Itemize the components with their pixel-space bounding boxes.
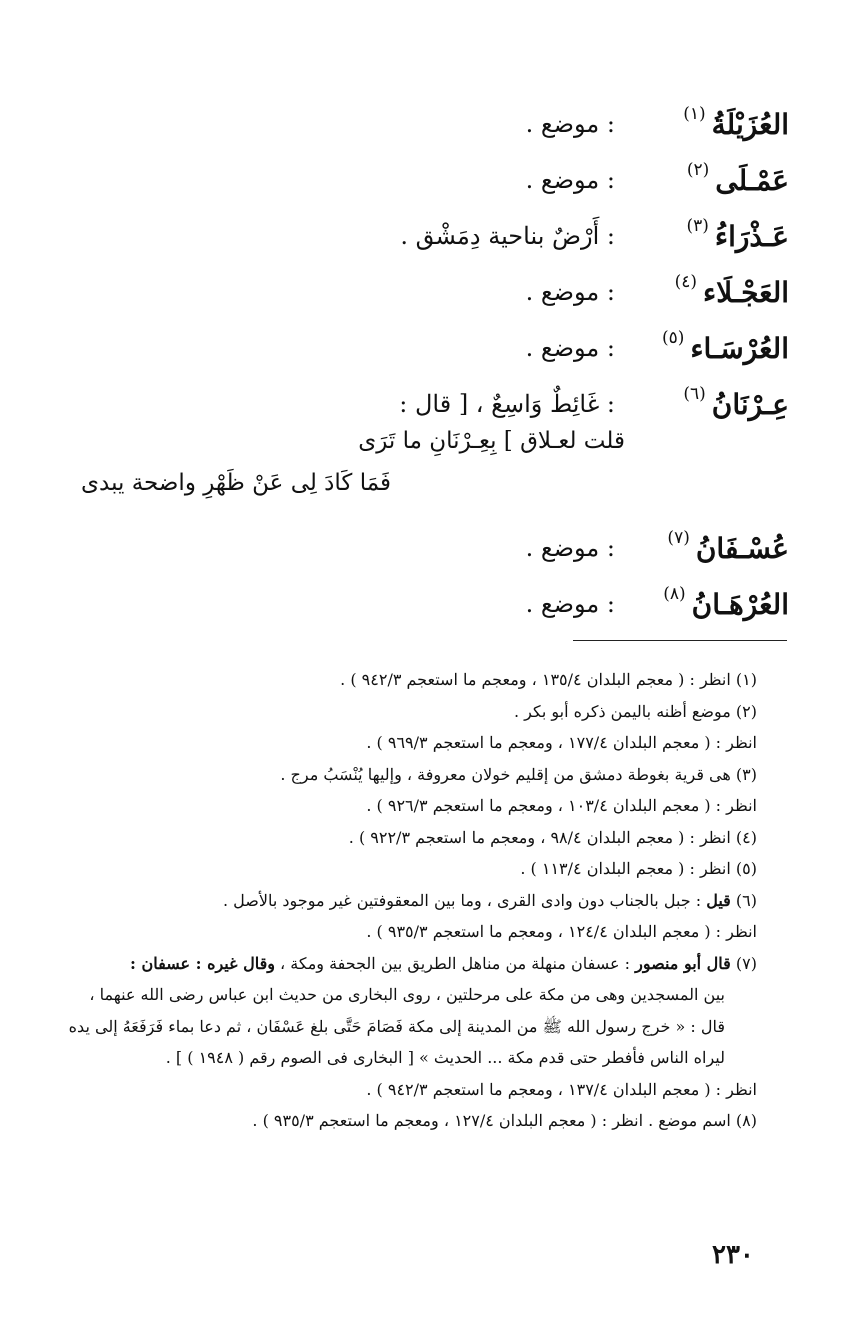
entry-gloss: : موضع . (525, 590, 615, 618)
footnote-bold-term: وقال غيره : عسفان : (130, 953, 275, 973)
footnote: (٢) موضع أظنه باليمن ذكره أبو بكر . (514, 701, 757, 721)
entry-headword: عُسْـفَانُ (695, 531, 789, 565)
entry-gloss: : موضع . (525, 278, 615, 306)
entry (69, 320, 789, 376)
entry-gloss: : غَائِطٌ وَاسِعٌ ، [ قال : (399, 390, 615, 418)
footnote-continuation: انظر : ( معجم البلدان ١٣٧/٤ ، ومعجم ما استعجم ٩٤٢/٣ ) . (366, 1079, 757, 1099)
footnote-bold-term: قيل (706, 890, 731, 910)
footnote-continuation: انظر : ( معجم البلدان ١٢٤/٤ ، ومعجم ما استعجم ٩٣٥/٣ ) . (366, 922, 757, 941)
footnote (67, 885, 757, 917)
footnote-continuation: بين المسجدين وهى من مكة على مرحلتين ، روى البخارى من حديث ابن عباس رضى الله عنهما ، (89, 985, 725, 1004)
footnote-continuation: انظر : ( معجم البلدان ١٧٧/٤ ، ومعجم ما استعجم ٩٦٩/٣ ) . (366, 733, 757, 752)
footnote-marker: (٤) (674, 272, 698, 292)
page-number: ٢٣٠ (712, 1240, 754, 1270)
footnote-text: : عسفان منهلة من مناهل الطريق بين الجحفة ومكة ، (274, 953, 636, 973)
entry (69, 264, 789, 320)
entry-headword: عَمْـلَى (715, 163, 789, 197)
footnote-marker: (٨) (663, 584, 686, 604)
entry (69, 96, 789, 152)
entry-headword: العُرْهَـانُ (691, 587, 789, 621)
footnote-marker: (٥) (661, 328, 685, 348)
footnote (67, 948, 757, 980)
entries-list-continued (69, 520, 789, 632)
entry-headword: العُزَيْلَةُ (711, 107, 789, 141)
footnote-marker: (٢) (686, 160, 710, 180)
entry-headword: عِـرْنَانُ (711, 387, 789, 421)
entry (69, 152, 789, 208)
footnote-marker: (٧) (667, 528, 690, 548)
footnote-separator (573, 640, 787, 641)
entry-gloss: : أَرْضٌ بناحية دِمَشْق . (400, 222, 615, 250)
entry-gloss: : موضع . (525, 334, 615, 362)
footnote-number: (٦) (730, 890, 757, 910)
entry-headword: العَجْـلَاء (703, 275, 789, 309)
footnote-marker: (٦) (683, 384, 706, 404)
entry (69, 576, 789, 632)
footnote: (٤) انظر : ( معجم البلدان ٩٨/٤ ، ومعجم ما استعجم ٩٢٢/٣ ) . (348, 827, 757, 847)
footnote-text: : جبل بالجناب دون وادى القرى ، وما بين المعقوفتين غير موجود بالأصل . (223, 890, 707, 910)
entry-gloss: : موضع . (525, 166, 615, 194)
footnote: (٣) هى قرية بغوطة دمشق من إقليم خولان معروفة ، وإليها يُنْسَبُ مرج . (280, 764, 757, 784)
footnote-marker: (٣) (686, 216, 709, 236)
footnotes (67, 664, 757, 1137)
entry-headword: عَـذْرَاءُ (714, 219, 789, 253)
footnote-continuation: انظر : ( معجم البلدان ١٠٣/٤ ، ومعجم ما استعجم ٩٢٦/٣ ) . (366, 796, 757, 815)
footnote-marker: (١) (683, 104, 706, 124)
footnote: (٥) انظر : ( معجم البلدان ١١٣/٤ ) . (520, 859, 757, 878)
footnote-number: (٧) (730, 953, 757, 973)
verse-line-2: فَمَا كَادَ لِى عَنْ ظَهْرِ واضحة يبدى (81, 470, 391, 496)
footnote-continuation: ليراه الناس فأفطر حتى قدم مكة ... الحديث » [ البخارى فى الصوم رقم ( ١٩٤٨ ) ] . (165, 1048, 725, 1067)
footnote-continuation: قال : « خرج رسول الله ﷺ من المدينة إلى مكة فَصَامَ حَتَّى بلغ عَسْفَان ، ثم دعا بماء فَرَفَعَهُ إلى يده (68, 1016, 725, 1036)
entries-list (69, 96, 789, 432)
entry-gloss: : موضع . (525, 534, 615, 562)
entry (69, 376, 789, 432)
entry-headword: العُرْسَـاء (690, 331, 789, 365)
entry (69, 208, 789, 264)
verse-line-1: قلت لعـلاق ] بِعِـرْنَانِ ما تَرَى (358, 428, 625, 454)
footnote: (١) انظر : ( معجم البلدان ١٣٥/٤ ، ومعجم ما استعجم ٩٤٢/٣ ) . (340, 670, 757, 689)
footnote-bold-term: قال أبو منصور (635, 953, 731, 973)
entry-gloss: : موضع . (525, 110, 615, 138)
entry (69, 520, 789, 576)
footnote: (٨) اسم موضع . انظر : ( معجم البلدان ١٢٧/٤ ، ومعجم ما استعجم ٩٣٥/٣ ) . (252, 1111, 757, 1130)
